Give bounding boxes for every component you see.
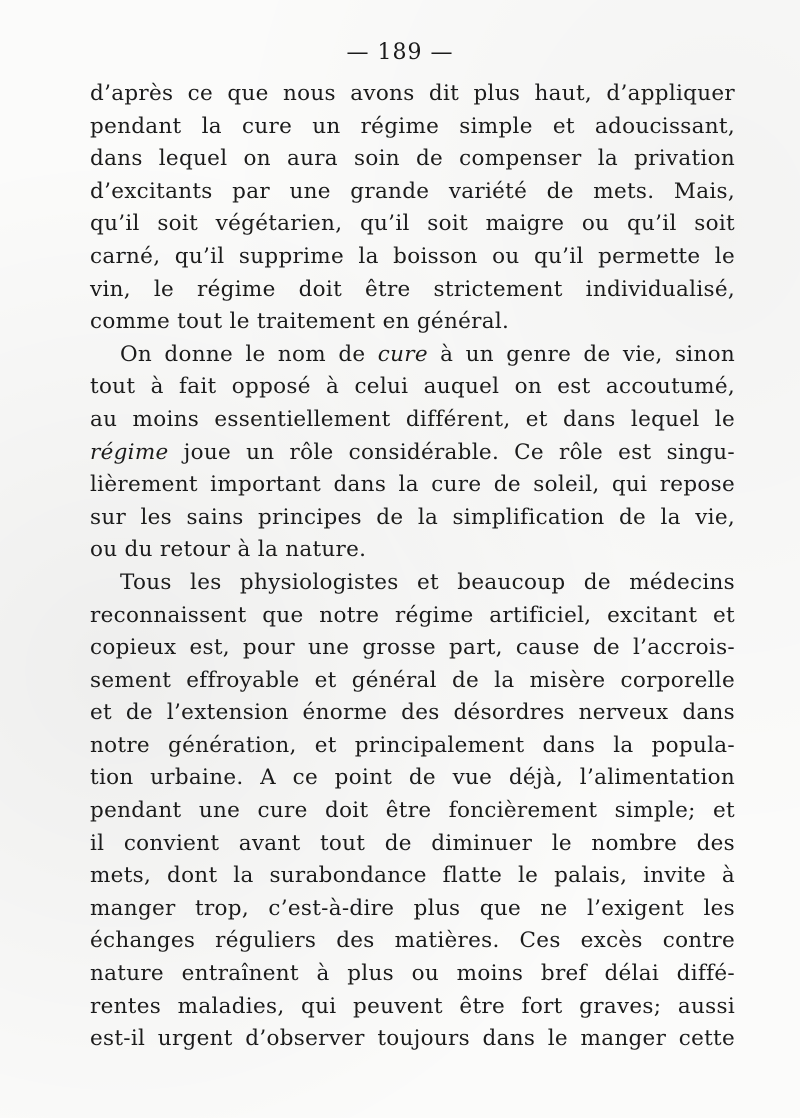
text-line — [90, 665, 735, 698]
text-segment: et de l’extension énorme des désordres nerveux dans — [90, 700, 735, 726]
text-line — [90, 437, 735, 470]
text-segment: est-il urgent d’observer toujours dans le manger cette — [90, 1026, 735, 1052]
text-line — [90, 828, 735, 861]
text-line — [90, 600, 735, 633]
text-line — [90, 143, 735, 176]
page-number: — 189 — — [346, 40, 454, 65]
text-segment: reconnaissent que notre régime artificiel, excitant et — [90, 602, 735, 628]
text-line — [90, 730, 735, 763]
text-segment: nature entraînent à plus ou moins bref délai diffé- — [90, 961, 735, 987]
text-line — [90, 567, 735, 600]
text-line — [90, 762, 735, 795]
text-segment: notre génération, et principalement dans la popula- — [90, 732, 735, 758]
text-line — [90, 958, 735, 991]
italic-text: cure — [377, 341, 428, 367]
text-line — [90, 860, 735, 893]
text-segment: dans lequel on aura soin de compenser la privation — [90, 146, 735, 172]
text-line — [90, 371, 735, 404]
text-segment: sement effroyable et général de la misère corporelle — [90, 667, 735, 693]
text-line — [90, 274, 735, 307]
text-line — [90, 632, 735, 665]
text-line — [90, 534, 735, 567]
text-line — [90, 404, 735, 437]
text-segment: copieux est, pour une grosse part, cause de l’accrois- — [90, 635, 735, 661]
text-segment: lièrement important dans la cure de soleil, qui repose — [90, 472, 735, 498]
text-segment: pendant une cure doit être foncièrement simple; et — [90, 798, 735, 824]
text-line — [90, 111, 735, 144]
text-line — [90, 991, 735, 1024]
text-segment: qu’il soit végétarien, qu’il soit maigre ou qu’il soit — [90, 211, 735, 237]
text-line — [90, 795, 735, 828]
text-line — [90, 241, 735, 274]
text-segment: joue un rôle considérable. Ce rôle est singu- — [168, 439, 735, 465]
text-line — [90, 306, 735, 339]
text-segment: carné, qu’il supprime la boisson ou qu’il permette le — [90, 243, 735, 269]
text-segment: mets, dont la surabondance flatte le palais, invite à — [90, 863, 735, 889]
text-line — [90, 697, 735, 730]
text-segment: sur les sains principes de la simplification de la vie, — [90, 504, 735, 530]
text-segment: manger trop, c’est-à-dire plus que ne l’exigent les — [90, 895, 735, 921]
text-segment: à un genre de vie, sinon — [427, 341, 736, 367]
text-segment: échanges réguliers des matières. Ces excès contre — [90, 928, 735, 954]
text-line — [90, 339, 735, 372]
italic-text: régime — [90, 439, 169, 465]
text-segment: il convient avant tout de diminuer le nombre des — [90, 830, 735, 856]
text-line — [90, 925, 735, 958]
text-segment: tout à fait opposé à celui auquel on est accoutumé, — [90, 374, 735, 400]
text-line — [90, 1023, 735, 1056]
text-segment: comme tout le traitement en général. — [90, 309, 510, 335]
text-segment: d’après ce que nous avons dit plus haut, d’appliquer — [90, 81, 735, 106]
text-segment: rentes maladies, qui peuvent être fort graves; aussi — [90, 993, 735, 1019]
text-segment: Tous les physiologistes et beaucoup de médecins — [120, 569, 735, 595]
text-segment: ou du retour à la nature. — [90, 537, 367, 563]
text-segment: On donne le nom de — [120, 341, 378, 367]
text-segment: tion urbaine. A ce point de vue déjà, l’alimentation — [90, 765, 735, 791]
text-line — [90, 78, 735, 111]
text-line — [90, 176, 735, 209]
text-line — [90, 469, 735, 502]
text-line — [90, 502, 735, 535]
text-segment: pendant la cure un régime simple et adoucissant, — [90, 113, 735, 139]
text-segment: d’excitants par une grande variété de mets. Mais, — [90, 178, 735, 204]
text-line — [90, 208, 735, 241]
text-line — [90, 893, 735, 926]
body-text — [90, 78, 735, 1056]
text-segment: au moins essentiellement différent, et dans lequel le — [90, 406, 735, 432]
text-segment: vin, le régime doit être strictement individualisé, — [90, 276, 735, 302]
